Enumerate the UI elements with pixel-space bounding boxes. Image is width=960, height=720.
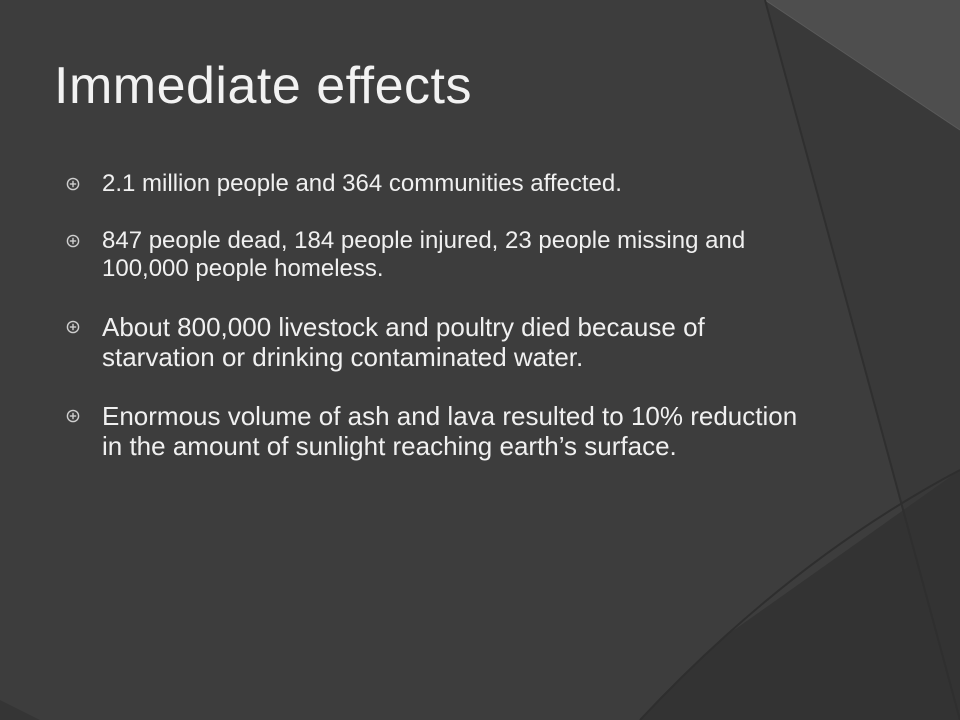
bullet-list [66,170,806,490]
bullet-text: Enormous volume of ash and lava resulted to 10% reduction in the amount of sunlight reaching earth’s surface. [102,401,798,461]
bullet-text: 847 people dead, 184 people injured, 23 people missing and 100,000 people homeless. [102,227,746,282]
bullet-item [66,401,806,461]
slide-title: Immediate effects [54,57,472,115]
circled-plus-icon [66,320,80,334]
bullet-text: About 800,000 livestock and poultry died because of starvation or drinking contaminated water. [102,312,705,372]
bullet-item [66,312,806,372]
circled-plus-icon [66,409,80,423]
circled-plus-icon [66,177,80,191]
bullet-item [66,227,806,283]
bullet-text: 2.1 million people and 364 communities affected. [102,170,622,197]
circled-plus-icon [66,234,80,248]
bullet-item [66,170,806,198]
